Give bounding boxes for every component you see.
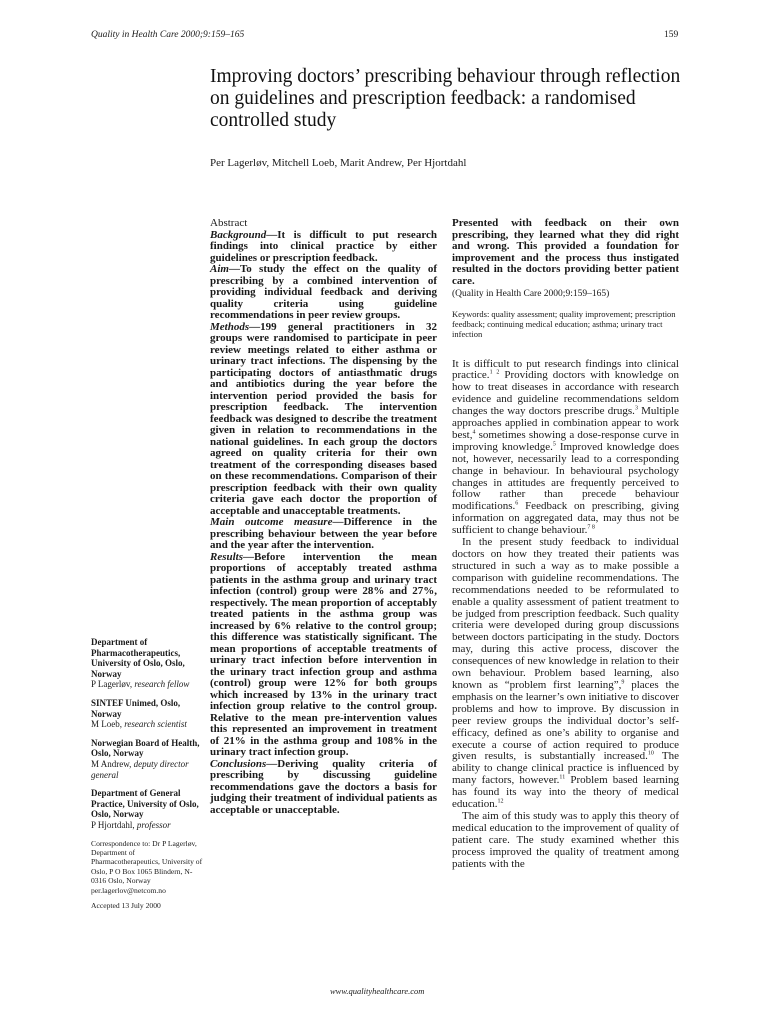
affiliation-name: Department of Pharmacotherapeutics, University of Oslo, Oslo, Norway	[91, 637, 185, 679]
reference-marker: 7 8	[587, 524, 595, 531]
results-label: Results	[210, 550, 244, 563]
affiliation-name: Department of General Practice, University of Oslo, Oslo, Norway	[91, 788, 199, 820]
abstract-heading: Abstract	[210, 217, 248, 229]
reference-marker: 9	[621, 679, 625, 686]
body-text-span: It is difficult to put research findings into clinical practice.	[452, 357, 679, 382]
abstract	[210, 218, 437, 816]
abstract-methods	[210, 322, 437, 518]
body-text-span: Feedback on prescribing, giving information on aggregated data, may thus not be sufficient to change behaviour.	[452, 500, 679, 537]
affiliation	[91, 637, 203, 690]
running-head: Quality in Health Care 2000;9:159–165	[91, 30, 245, 40]
outcome-label: Main outcome measure	[210, 516, 333, 528]
reference-marker: 1 2	[489, 369, 500, 376]
citation: (Quality in Health Care 2000;9:159–165)	[452, 289, 610, 299]
footer-url[interactable]: www.qualityhealthcare.com	[330, 986, 425, 996]
body-text-span: Providing doctors with knowledge on how to treat diseases in accordance with research evidence and guideline recommendations seldom changes the way doctors prescribe drugs.	[452, 369, 679, 418]
affiliation-role: research scientist	[124, 719, 187, 730]
body-text-span: Problem based learning has found its way into the theory of medical education.	[452, 774, 679, 811]
body-text-span: In the present study feedback to individual doctors on how they treated their patients was structured in such a way as to make possible a comparison with guideline recommendations. The recommendations needed to be reformulated to enable a quality assessment of patient treatment to be judged from prescription feedback. Such quality criteria were developed during group discussions between doctors participating in the study. Doctors may, during this active process, discover the consequences of new knowledge in relation to their own behaviour. Problem based learning, also known as “problem first learning”,	[452, 536, 679, 691]
abstract-background	[210, 230, 437, 265]
reference-marker: 6	[515, 500, 519, 507]
accepted-date: Accepted 13 July 2000	[91, 900, 161, 910]
reference-marker: 5	[552, 441, 556, 448]
reference-marker: 12	[497, 798, 504, 805]
conclusions-label: Conclusions	[210, 757, 267, 770]
affiliation-role: research fellow	[134, 679, 190, 690]
aim-text: —To study the effect on the quality of prescribing by a combined intervention of providing individual feedback and deriving quality criteria using guideline recommendations in peer review groups.	[210, 263, 437, 321]
abstract-outcome	[210, 517, 437, 552]
author-list: Per Lagerløv, Mitchell Loeb, Marit Andrew, Per Hjortdahl	[210, 157, 467, 169]
methods-label: Methods	[210, 320, 250, 333]
body-text-span: The ability to change clinical practice is influenced by many factors, however.	[452, 750, 679, 787]
page-number: 159	[664, 30, 679, 40]
affiliation-name: Norwegian Board of Health, Oslo, Norway	[91, 737, 200, 759]
affiliation-name: SINTEF Unimed, Oslo, Norway	[91, 697, 181, 719]
affiliations-column	[91, 637, 203, 912]
affiliation	[91, 738, 203, 780]
affiliation-person: M Andrew,	[91, 758, 132, 769]
reference-marker: 4	[472, 429, 476, 436]
affiliation	[91, 698, 203, 730]
abstract-continued: Presented with feedback on their own prescribing, they learned what they did right and wrong. This provided a foundation for improvement and the process thus instigated resulted in the doctors providing better patient care.	[452, 217, 679, 287]
article-title: Improving doctors’ prescribing behaviour through reflection on guidelines and prescription feedback: a randomised controlled study	[210, 66, 681, 131]
outcome-text: —Difference in the prescribing behaviour between the year before and the year after the intervention.	[210, 516, 438, 551]
affiliation-person: M Loeb,	[91, 719, 122, 730]
affiliation-role: deputy director general	[91, 758, 189, 780]
body-paragraph: The aim of this study was to apply this theory of medical education to the improvement of quality of patient care. The study examined whether this process improved the quality of treatment among patients with the	[452, 809, 679, 870]
background-label: Background	[210, 228, 267, 241]
reference-marker: 10	[647, 750, 654, 757]
body-text	[452, 359, 679, 871]
body-paragraph	[452, 359, 679, 538]
affiliation-role: professor	[136, 819, 171, 830]
body-text-span: Improved knowledge does not, however, necessarily lead to a corresponding change in behaviour. In behavioural psychology changes in attitudes are frequently perceived to follow rather than precede behaviour modifications.	[452, 440, 679, 513]
abstract-results	[210, 552, 437, 759]
background-text: —It is difficult to put research findings into clinical practice by either guidelines or prescription feedback.	[210, 228, 437, 264]
reference-marker: 3	[634, 405, 638, 412]
reference-marker: 11	[559, 774, 566, 781]
aim-label: Aim	[210, 263, 229, 275]
abstract-aim	[210, 264, 437, 322]
right-column	[452, 218, 679, 870]
keywords: Keywords: quality assessment; quality improvement; prescription feedback; continuing medical education; asthma; urinary tract infection	[452, 308, 676, 339]
methods-text: —199 general practitioners in 32 groups were randomised to participate in peer review meetings related to either asthma or urinary tract infections. The dispensing by the participating doctors of antiasthmatic drugs and antibiotics during the year before the intervention period provided the basis for prescription feedback. The intervention feedback was designed to describe the treatment given in relation to recommendations in the national guidelines. In each group the doctors agreed on quality criteria for their own treatment of the corresponding diseases based on these recommendations. Comparison of their prescription feedback with their own quality criteria gave each doctor the proportion of acceptable and unacceptable treatments.	[210, 320, 437, 517]
affiliation	[91, 788, 203, 830]
abstract-conclusions	[210, 759, 437, 817]
body-text-span: sometimes showing a dose-response curve in improving knowledge.	[452, 428, 679, 453]
body-paragraph	[452, 537, 679, 811]
affiliation-person: P Lagerløv,	[91, 679, 133, 690]
body-text-span: Multiple approaches applied in combination appear to work best,	[452, 405, 679, 441]
body-text-span: places the emphasis on the learner’s own initiative to discover problems and how to improve. By discussion in peer review groups the individual doctor’s self-efficacy, defined as one’s ability to organise and execute a course of action required to produce given results, is substantially increased.	[452, 678, 679, 763]
conclusions-text: —Deriving quality criteria of prescribing by discussing guideline recommendations gave the doctors a basis for judging their treatment of individual patients as acceptable or unacceptable.	[210, 757, 437, 816]
results-text: —Before intervention the mean proportions of acceptably treated asthma patients in the asthma group and urinary tract infection (control) group were 28% and 27%, respectively. The mean proportion of acceptably treated patients in the asthma group was increased by 6% relative to the control group; this difference was statistically significant. The mean proportions of acceptable treatments of urinary tract infection before intervention in the urinary tract infection group and asthma (control) group were 12% for both groups which increased by 13% in the urinary tract infection group relative to the control group. Relative to the mean pre-intervention values this represented an improvement in treatment of 21% in the asthma group and 108% in the urinary tract infection group.	[210, 550, 437, 758]
affiliation-person: P Hjortdahl,	[91, 819, 135, 830]
correspondence-note: Correspondence to: Dr P Lagerløv, Department of Pharmacotherapeutics, University of Oslo, P O Box 1065 Blindern, N-0316 Oslo, Norway per.lagerlov@netcom.no	[91, 838, 203, 895]
